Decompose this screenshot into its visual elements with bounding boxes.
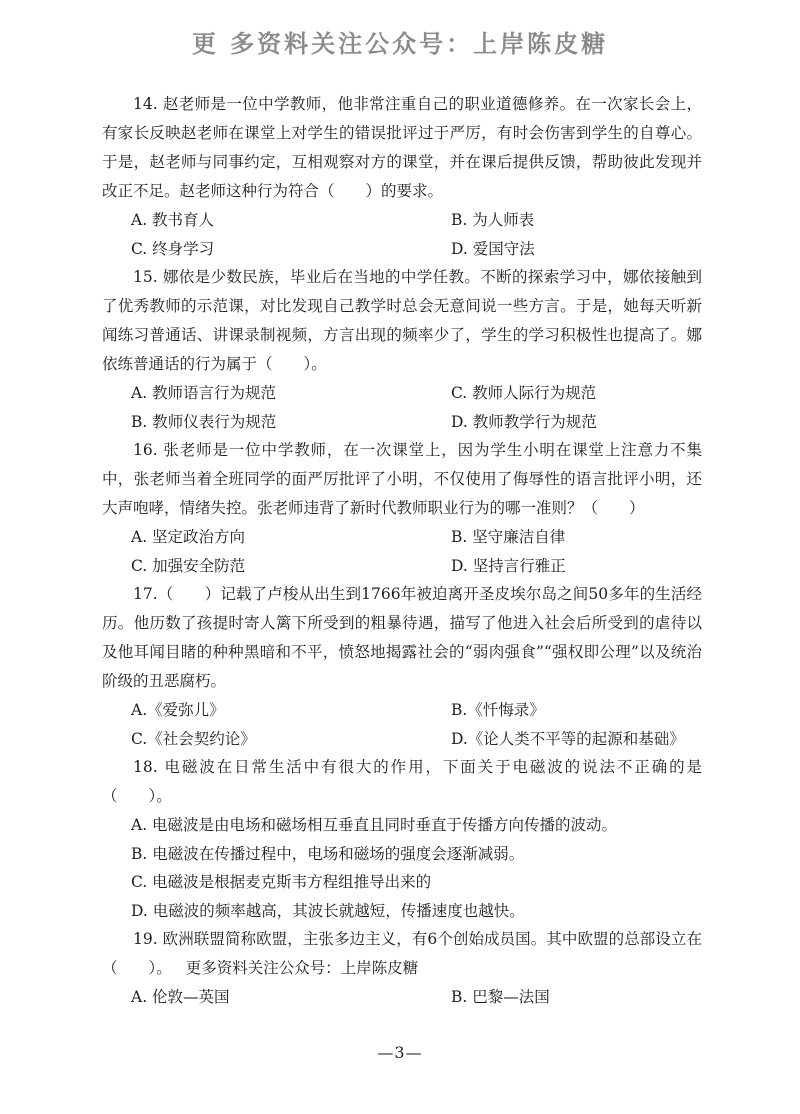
option-d: D. 教师教学行为规范 (451, 412, 597, 431)
question-list (102, 90, 702, 1012)
question-19 (102, 925, 702, 1012)
option-d: D. 电磁波的频率越高，其波长就越短，传播速度也越快。 (131, 901, 525, 920)
option-b: B. 为人师表 (451, 211, 535, 229)
options (102, 983, 702, 1012)
option-a: A.《爱弥儿》 (131, 701, 225, 719)
watermark-inline-text: 更多资料关注公众号：上岸陈皮糖 (185, 959, 419, 977)
option-b: B.《忏悔录》 (451, 701, 545, 719)
question-18 (102, 753, 702, 925)
options (102, 811, 702, 925)
option-d: D. 坚持言行雅正 (451, 556, 566, 575)
question-stem: 17.（ ）记载了卢梭从出生到1766年被迫离开圣皮埃尔岛之间50多年的生活经历。他历数了孩提时寄人篱下所受到的粗暴待遇，描写了他进入社会后所受到的虐待以及他耳闻目睹的种种黑暗和不平，愤怒地揭露社会的“弱肉强食”“强权即公理”以及统治阶级的丑恶腐朽。 (102, 585, 702, 690)
option-c: C. 终身学习 (131, 239, 215, 258)
option-a: A. 坚定政治方向 (131, 528, 246, 546)
question-15 (102, 263, 702, 436)
question-16 (102, 436, 702, 580)
option-c: C. 加强安全防范 (131, 556, 246, 575)
option-a: A. 教书育人 (131, 211, 215, 229)
options (102, 523, 702, 580)
options (102, 206, 702, 263)
watermark-banner: 更 多资料关注公众号：上岸陈皮糖 (191, 30, 609, 58)
option-d: D. 爱国守法 (451, 239, 535, 258)
option-c: C. 教师人际行为规范 (451, 384, 597, 402)
option-b: B. 教师仪表行为规范 (131, 412, 277, 431)
option-a: A. 电磁波是由电场和磁场相互垂直且同时垂直于传播方向传播的波动。 (131, 816, 618, 834)
question-stem: 18. 电磁波在日常生活中有很大的作用，下面关于电磁波的说法不正确的是（ ）。 (102, 758, 702, 805)
option-a: A. 教师语言行为规范 (131, 384, 277, 402)
question-stem-text: 19. 欧洲联盟简称欧盟，主张多边主义，有6个创始成员国。其中欧盟的总部设立在（ ）。 (102, 930, 702, 977)
options (102, 696, 702, 753)
question-stem (102, 925, 702, 983)
options (102, 379, 702, 436)
option-c: C.《社会契约论》 (131, 729, 256, 748)
option-b: B. 电磁波在传播过程中，电场和磁场的强度会逐渐减弱。 (131, 844, 525, 863)
question-14 (102, 90, 702, 263)
option-c: C. 电磁波是根据麦克斯韦方程组推导出来的 (131, 873, 432, 891)
question-stem: 14. 赵老师是一位中学教师，他非常注重自己的职业道德修养。在一次家长会上，有家长反映赵老师在课堂上对学生的错误批评过于严厉，有时会伤害到学生的自尊心。于是，赵老师与同事约定，互相观察对方的课堂，并在课后提供反馈，帮助彼此发现并改正不足。赵老师这种行为符合（ ）的要求。 (102, 95, 702, 200)
question-stem: 16. 张老师是一位中学教师，在一次课堂上，因为学生小明在课堂上注意力不集中，张老师当着全班同学的面严厉批评了小明，不仅使用了侮辱性的语言批评小明，还大声咆哮，情绪失控。张老师违背了新时代教师职业行为的哪一准则？（ ） (102, 441, 702, 517)
option-a: A. 伦敦—英国 (131, 988, 230, 1006)
question-17 (102, 580, 702, 753)
option-b: B. 巴黎—法国 (451, 988, 550, 1006)
page-number: —3— (377, 1043, 423, 1062)
question-stem: 15. 娜依是少数民族，毕业后在当地的中学任教。不断的探索学习中，娜依接触到了优秀教师的示范课，对比发现自己教学时总会无意间说一些方言。于是，她每天听新闻练习普通话、讲课录制视频，方言出现的频率少了，学生的学习积极性也提高了。娜依练普通话的行为属于（ ）。 (102, 268, 702, 373)
option-b: B. 坚守廉洁自律 (451, 528, 566, 546)
option-d: D.《论人类不平等的起源和基础》 (451, 729, 685, 748)
